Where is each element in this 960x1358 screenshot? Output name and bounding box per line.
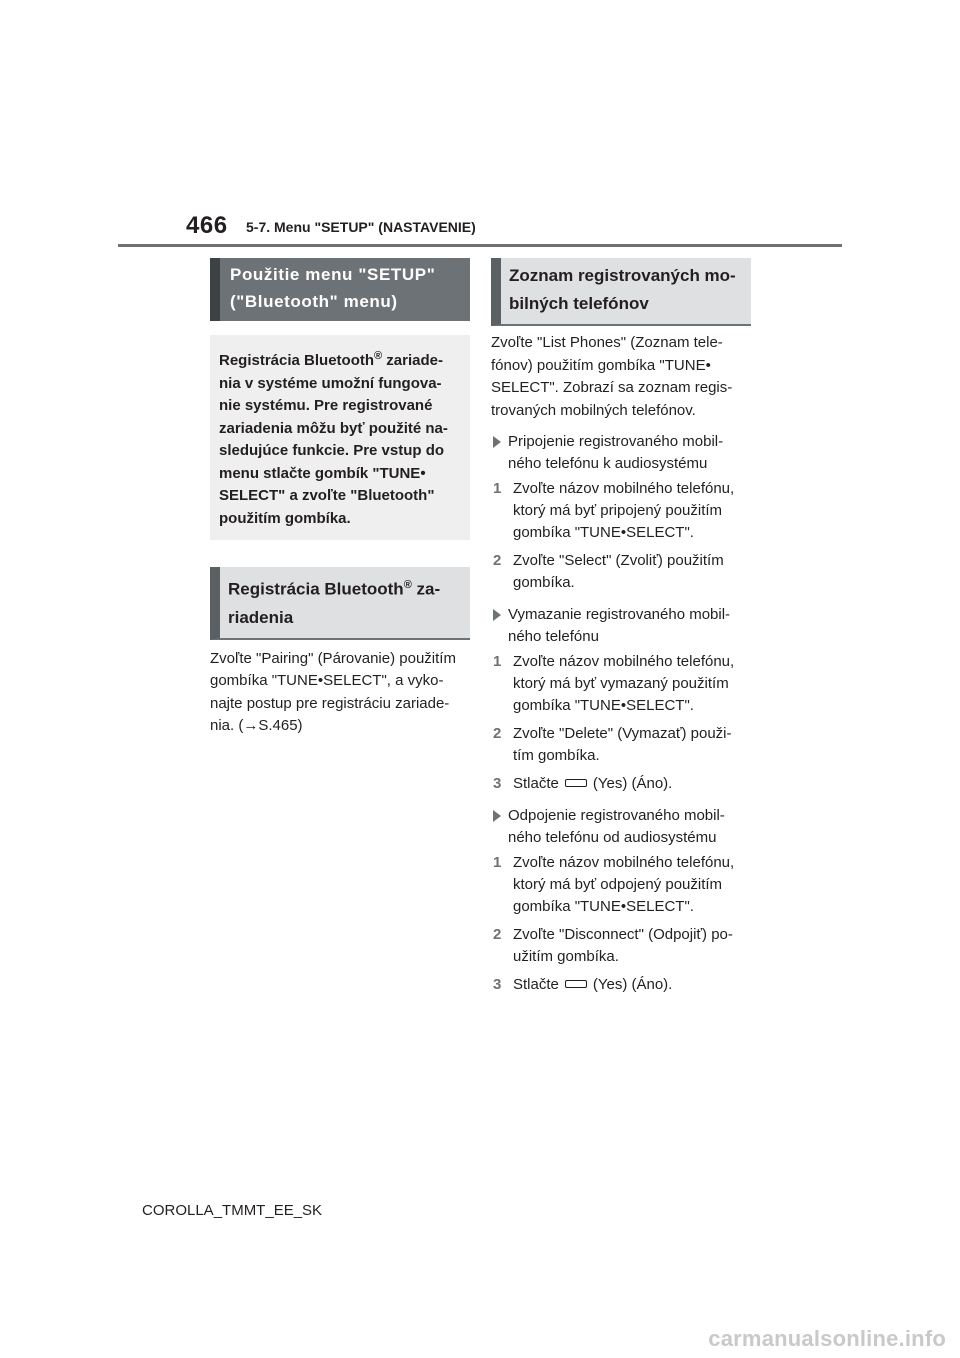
step-text: Zvoľte "Delete" (Vymazať) použi-tím gombíka. [513, 725, 732, 764]
document-code: COROLLA_TMMT_EE_SK [142, 1202, 323, 1219]
phone-list-intro: Zvoľte "List Phones" (Zoznam tele-fónov) použitím gombíka "TUNE• SELECT". Zobrazí sa zoznam regis-trovaných mobilných telefónov. [491, 334, 733, 419]
registered-mark: ® [374, 350, 383, 362]
step-text: Zvoľte názov mobilného telefónu, ktorý má byť odpojený použitím gombíka "TUNE•SELECT". [513, 854, 735, 915]
step-number: 2 [493, 725, 502, 742]
procedure-step [491, 773, 751, 795]
procedure-bullet-text: Odpojenie registrovaného mobil-ného telefónu od audiosystému [508, 807, 725, 846]
rounded-button-icon [565, 779, 587, 787]
page-reference-link[interactable]: S.465) [258, 717, 303, 735]
step-text: Stlačte [513, 775, 559, 792]
step-number: 2 [493, 926, 502, 943]
procedure-bullet [491, 431, 751, 475]
registered-mark: ® [403, 579, 412, 591]
triangle-right-icon [493, 436, 501, 448]
step-number: 1 [493, 854, 502, 871]
intro-box [210, 335, 470, 540]
procedure-bullet [491, 805, 751, 849]
procedure-step [491, 924, 751, 968]
step-number: 1 [493, 653, 502, 670]
intro-text-post: zariade-nia v systéme umožní fungova-nie systému. Pre registrované zariadenia môžu byť použité na-sledujúce funkcie. Pre vstup do menu stlačte gombík "TUNE• SELECT" a zvoľte "Bluetooth" použitím gombíka. [219, 352, 448, 527]
step-number: 3 [493, 775, 502, 792]
step-number: 2 [493, 552, 502, 569]
reference-arrow-icon: → [243, 717, 259, 735]
procedure-groups [491, 431, 751, 996]
triangle-right-icon [493, 810, 501, 822]
step-text: Zvoľte názov mobilného telefónu, ktorý má byť vymazaný použitím gombíka "TUNE•SELECT". [513, 653, 735, 714]
procedure-step [491, 723, 751, 767]
running-head: 5-7. Menu "SETUP" (NASTAVENIE) [246, 219, 476, 235]
procedure-step [491, 852, 751, 918]
subsection-title-registration [210, 567, 470, 640]
page-number: 466 [186, 212, 228, 239]
rounded-button-icon [565, 980, 587, 988]
step-number: 1 [493, 480, 502, 497]
step-text: Zvoľte názov mobilného telefónu, ktorý má byť pripojený použitím gombíka "TUNE•SELECT". [513, 480, 735, 541]
intro-text-pre: Registrácia Bluetooth [219, 352, 375, 369]
step-text-post: (Yes) (Áno). [592, 775, 673, 792]
procedure-step [491, 974, 751, 996]
section-title-line1: Použitie menu "SETUP" [230, 265, 436, 284]
pairing-paragraph [210, 648, 470, 738]
procedure-bullet-text: Pripojenie registrovaného mobil-ného telefónu k audiosystému [508, 433, 724, 472]
procedure-bullet [491, 604, 751, 648]
step-number: 3 [493, 976, 502, 993]
pairing-text: Zvoľte "Pairing" (Párovanie) použitím gombíka "TUNE•SELECT", a vyko-najte postup pre registráciu zariade-nia. ( [210, 649, 456, 735]
step-text: Stlačte [513, 976, 559, 993]
section-title [210, 258, 470, 321]
section-title-line2: ("Bluetooth" menu) [230, 292, 398, 311]
subsection-title-phone-list: Zoznam registrovaných mo-bilných telefónov [491, 258, 751, 326]
procedure-step [491, 478, 751, 544]
step-text: Zvoľte "Disconnect" (Odpojiť) po-užitím gombíka. [513, 926, 733, 965]
procedure-step [491, 651, 751, 717]
header-rule [118, 244, 842, 247]
sub-title-post: za-riadenia [228, 579, 441, 627]
triangle-right-icon [493, 609, 501, 621]
sub-title-pre: Registrácia Bluetooth [228, 579, 404, 599]
left-column [210, 258, 470, 738]
step-text-post: (Yes) (Áno). [592, 976, 673, 993]
procedure-step [491, 550, 751, 594]
watermark-text: carmanualsonline.info [708, 1326, 946, 1351]
right-column [491, 258, 751, 996]
step-text: Zvoľte "Select" (Zvoliť) použitím gombíka. [513, 552, 724, 591]
procedure-bullet-text: Vymazanie registrovaného mobil-ného telefónu [508, 606, 731, 645]
